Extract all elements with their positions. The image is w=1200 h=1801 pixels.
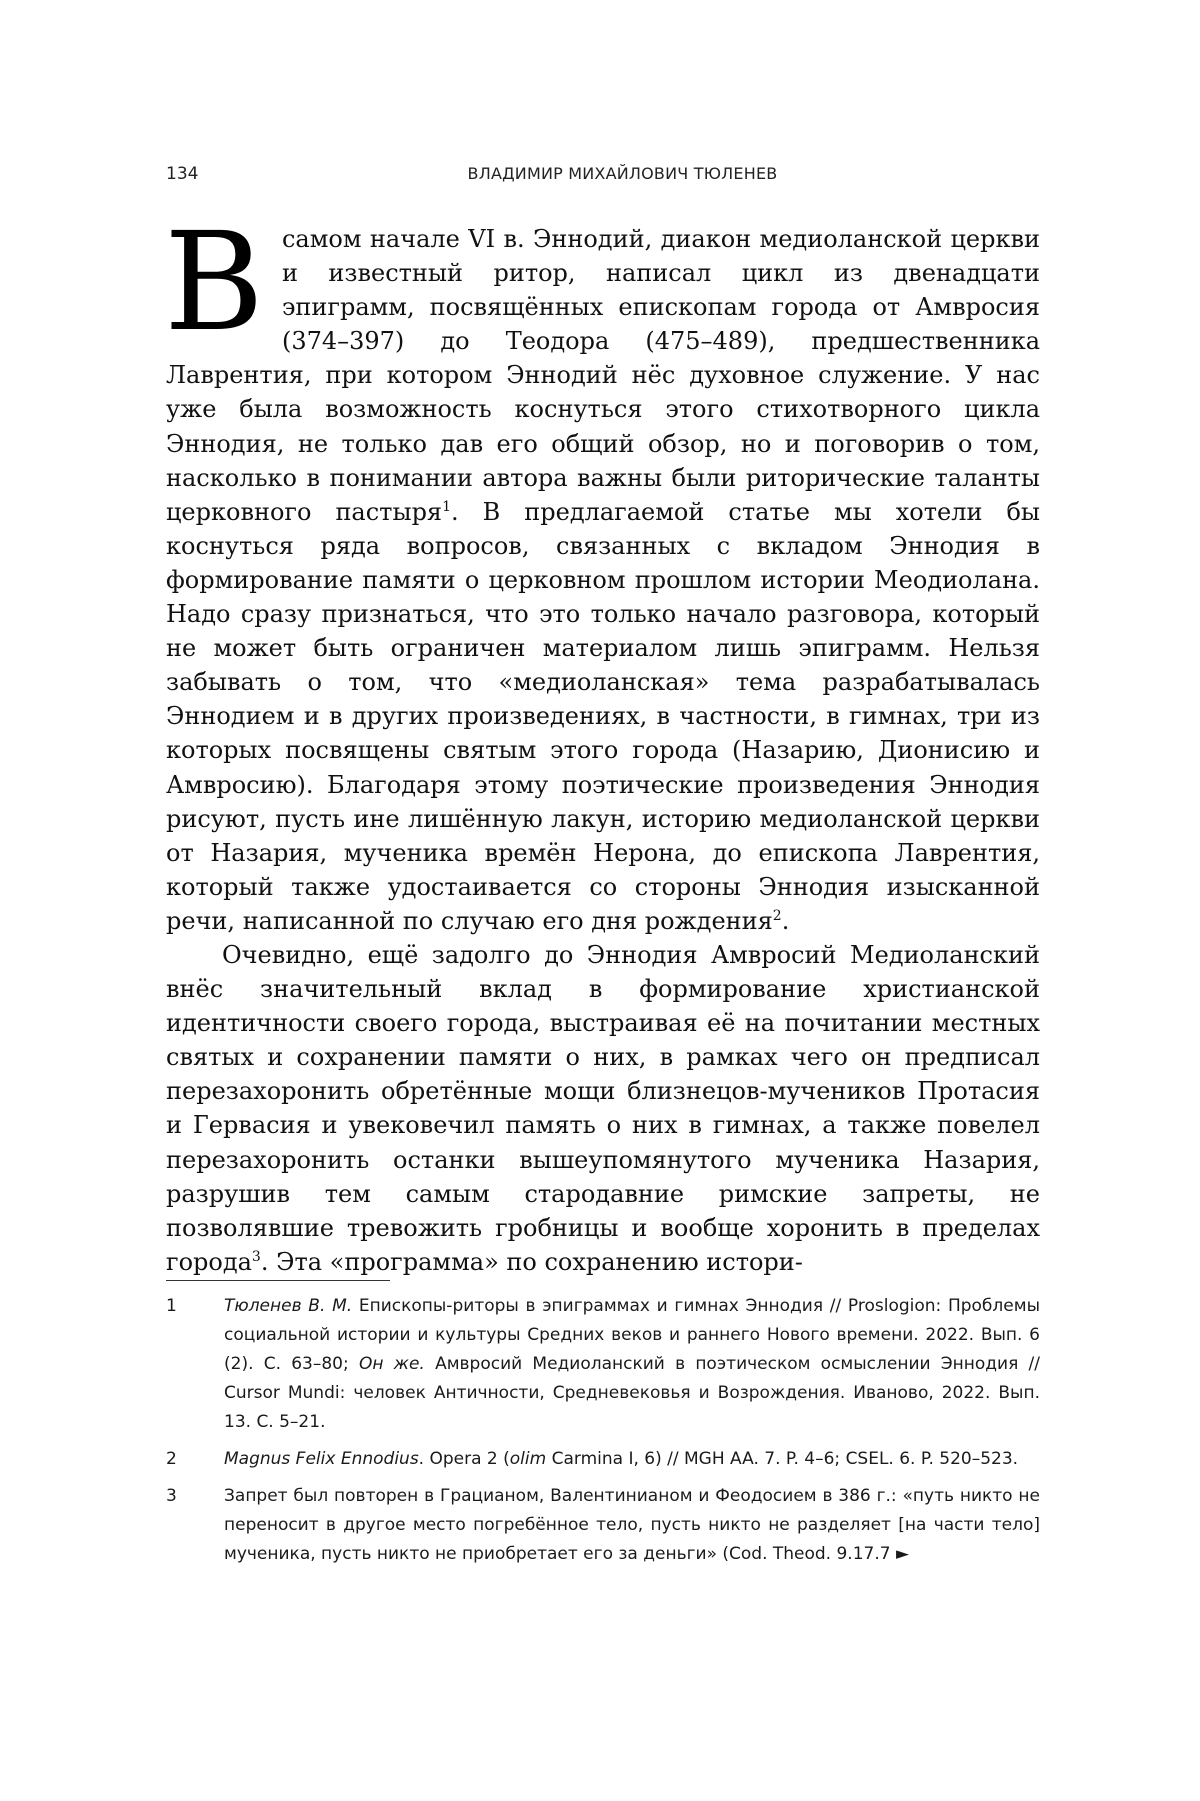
paragraph-1-text-b: . В предлагаемой статье мы хотели бы коснуться ряда вопросов, связанных с вкладом Эннодия в формирование памяти о церковном прошлом истории Меодиолана. Надо сразу признаться, что это только начало разговора, который не может быть ограничен материалом лишь эпиграмм. Нельзя забывать о том, что «медиоланская» тема разрабатывалась Эннодием и в других произведениях, в частности, в гимнах, три из которых посвящены святым этого города (Назарию, Дионисию и Амвросию). Благодаря этому поэтические произведения Эннодия рисуют, пусть ине лишённую лакун, историю медиоланской церкви от Назария, мученика времён Нерона, до епископа Лаврентия, который также удостаивается со стороны Эннодия изысканной речи, написанной по случаю его дня рождения <box>166 497 1041 935</box>
footnote-number: 1 <box>166 1296 177 1316</box>
paragraph-2 <box>166 938 1040 1279</box>
footnote-3 <box>166 1482 1040 1569</box>
footnote-text <box>224 1445 1040 1474</box>
drop-cap: В <box>164 204 264 362</box>
footnote-author: Magnus Felix Ennodius <box>224 1449 419 1469</box>
footnote-divider <box>166 1280 390 1281</box>
footnote-ref-3[interactable]: 3 <box>251 1248 261 1265</box>
running-head: ВЛАДИМИР МИХАЙЛОВИЧ ТЮЛЕНЕВ <box>467 164 778 183</box>
paragraph-1 <box>164 204 1041 938</box>
footnote-number: 3 <box>166 1486 177 1506</box>
footnote-text-part: . Opera 2 ( <box>418 1449 510 1469</box>
footnote-1 <box>166 1292 1040 1437</box>
footnotes <box>166 1292 1040 1577</box>
footnote-ref-2[interactable]: 2 <box>772 907 782 924</box>
footnote-text <box>224 1292 1040 1437</box>
footnote-text: Запрет был повторен в Грацианом, Валентинианом и Феодосием в 386 г.: «путь никто не переносит в другое место погребённое тело, пусть никто не разделяет [на части тело] мученика, пусть никто не приобретает его за деньги» (Cod. Theod. 9.17.7 ► <box>224 1486 1040 1564</box>
footnote-author: Тюленев В. М. <box>224 1296 353 1316</box>
footnote-italic: Он же. <box>358 1354 425 1374</box>
footnote-2 <box>166 1445 1040 1474</box>
paragraph-1-text-c: . <box>781 906 790 935</box>
paragraph-1-text-a: самом начале VI в. Эннодий, диакон медиоланской церкви и известный ритор, написал цикл из двенадцати эпиграмм, посвящённых епископам города от Амвросия (374–397) до Теодора (475–489), предшественника Лаврентия, при котором Эннодий нёс духовное служение. У нас уже была возможность коснуться этого стихотворного цикла Эннодия, не только дав его общий обзор, но и поговорив о том, насколько в понимании автора важны были риторические таланты церковного пастыря <box>166 225 1040 526</box>
footnote-text-part: Епископы-риторы в эпиграммах и гимнах Эннодия // Proslogion: Проблемы социальной истории и культуры Средних веков и раннего Нового времени. 2022. Вып. 6 (2). С. 63–80; <box>224 1296 1040 1374</box>
paragraph-2-text-a: Очевидно, ещё задолго до Эннодия Амвросий Медиоланский внёс значительный вклад в формирование христианской идентичности своего города, выстраивая её на почитании местных святых и сохранении памяти о них, в рамках чего он предписал перезахоронить обретённые мощи близнецов-мучеников Протасия и Гервасия и увековечил память о них в гимнах, а также повелел перезахоронить останки вышеупомянутого мученика Назария, разрушив тем самым стародавние римские запреты, не позволявшие тревожить гробницы и вообще хоронить в пределах города <box>166 940 1040 1276</box>
footnote-text-part: Амвросий Медиоланский в поэтическом осмыслении Эннодия // Cursor Mundi: человек Античности, Средневековья и Возрождения. Иваново, 2022. Вып. 13. С. 5–21. <box>224 1354 1040 1432</box>
footnote-ref-1[interactable]: 1 <box>442 498 451 515</box>
main-text <box>164 204 1041 1279</box>
footnote-number: 2 <box>166 1449 177 1469</box>
footnote-text-part: Carmina I, 6) // MGH AA. 7. P. 4–6; CSEL. 6. P. 520–523. <box>546 1449 1019 1469</box>
footnote-italic: olim <box>509 1449 547 1469</box>
paragraph-2-text-b: . Эта «программа» по сохранению истори- <box>260 1247 803 1276</box>
page-number: 134 <box>166 164 199 184</box>
